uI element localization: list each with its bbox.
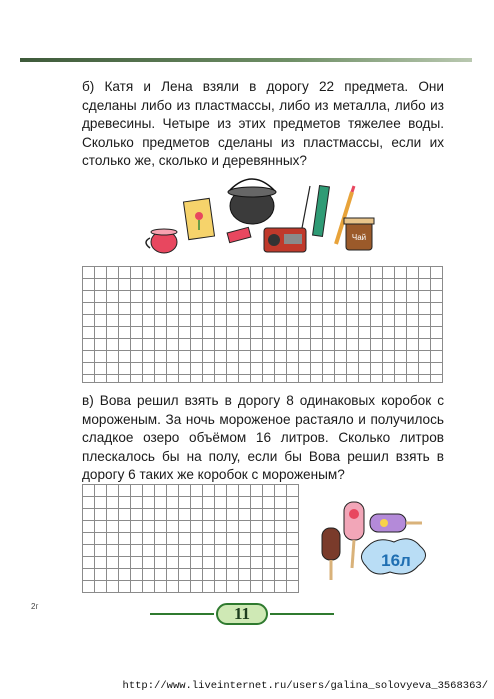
tea-jar-label: Чай (351, 233, 367, 242)
cup-icon (146, 229, 177, 253)
volume-label: 16л (381, 551, 411, 570)
answer-grid-v (82, 484, 299, 593)
problem-b-text: б) Катя и Лена взяли в дорогу 22 предмета. Они сделаны либо из пластмассы, либо из металла, либо из древесины. Четыре из этих предметов тяжелее воды. Сколько предметов сделаны из пластмассы, если их столько же, сколько и деревянных? (82, 79, 444, 168)
page-number-line-right (270, 613, 334, 615)
problem-v-text: в) Вова решил взять в дорогу 8 одинаковых коробок с мороженым. За ночь мороженое растаяло и получилось сладкое озеро объёмом 16 литров. Сколько литров плескалось бы на полу, если бы Вова решил взять в дорогу 6 таких же коробок с мороженым? (82, 393, 444, 482)
objects-illustration (140, 172, 380, 258)
icecream-bar-icon (370, 514, 422, 532)
notebook-icon (183, 198, 214, 239)
comb-icon (313, 186, 330, 237)
icecream-illustration (300, 488, 440, 588)
top-rule (20, 58, 472, 62)
page-number: 11 (216, 603, 268, 625)
tea-jar-icon (344, 218, 374, 250)
pencil-case-icon (227, 227, 251, 242)
icecream-bar-icon (322, 528, 340, 580)
margin-mark: 2г (31, 602, 39, 611)
source-url: http://www.liveinternet.ru/users/galina_solovyeva_3568363/ (122, 680, 488, 692)
icecream-bar-icon (344, 502, 364, 568)
page-number-line-left (150, 613, 214, 615)
answer-grid-b (82, 266, 443, 383)
melted-puddle-icon (361, 539, 425, 574)
pot-icon (228, 179, 276, 224)
